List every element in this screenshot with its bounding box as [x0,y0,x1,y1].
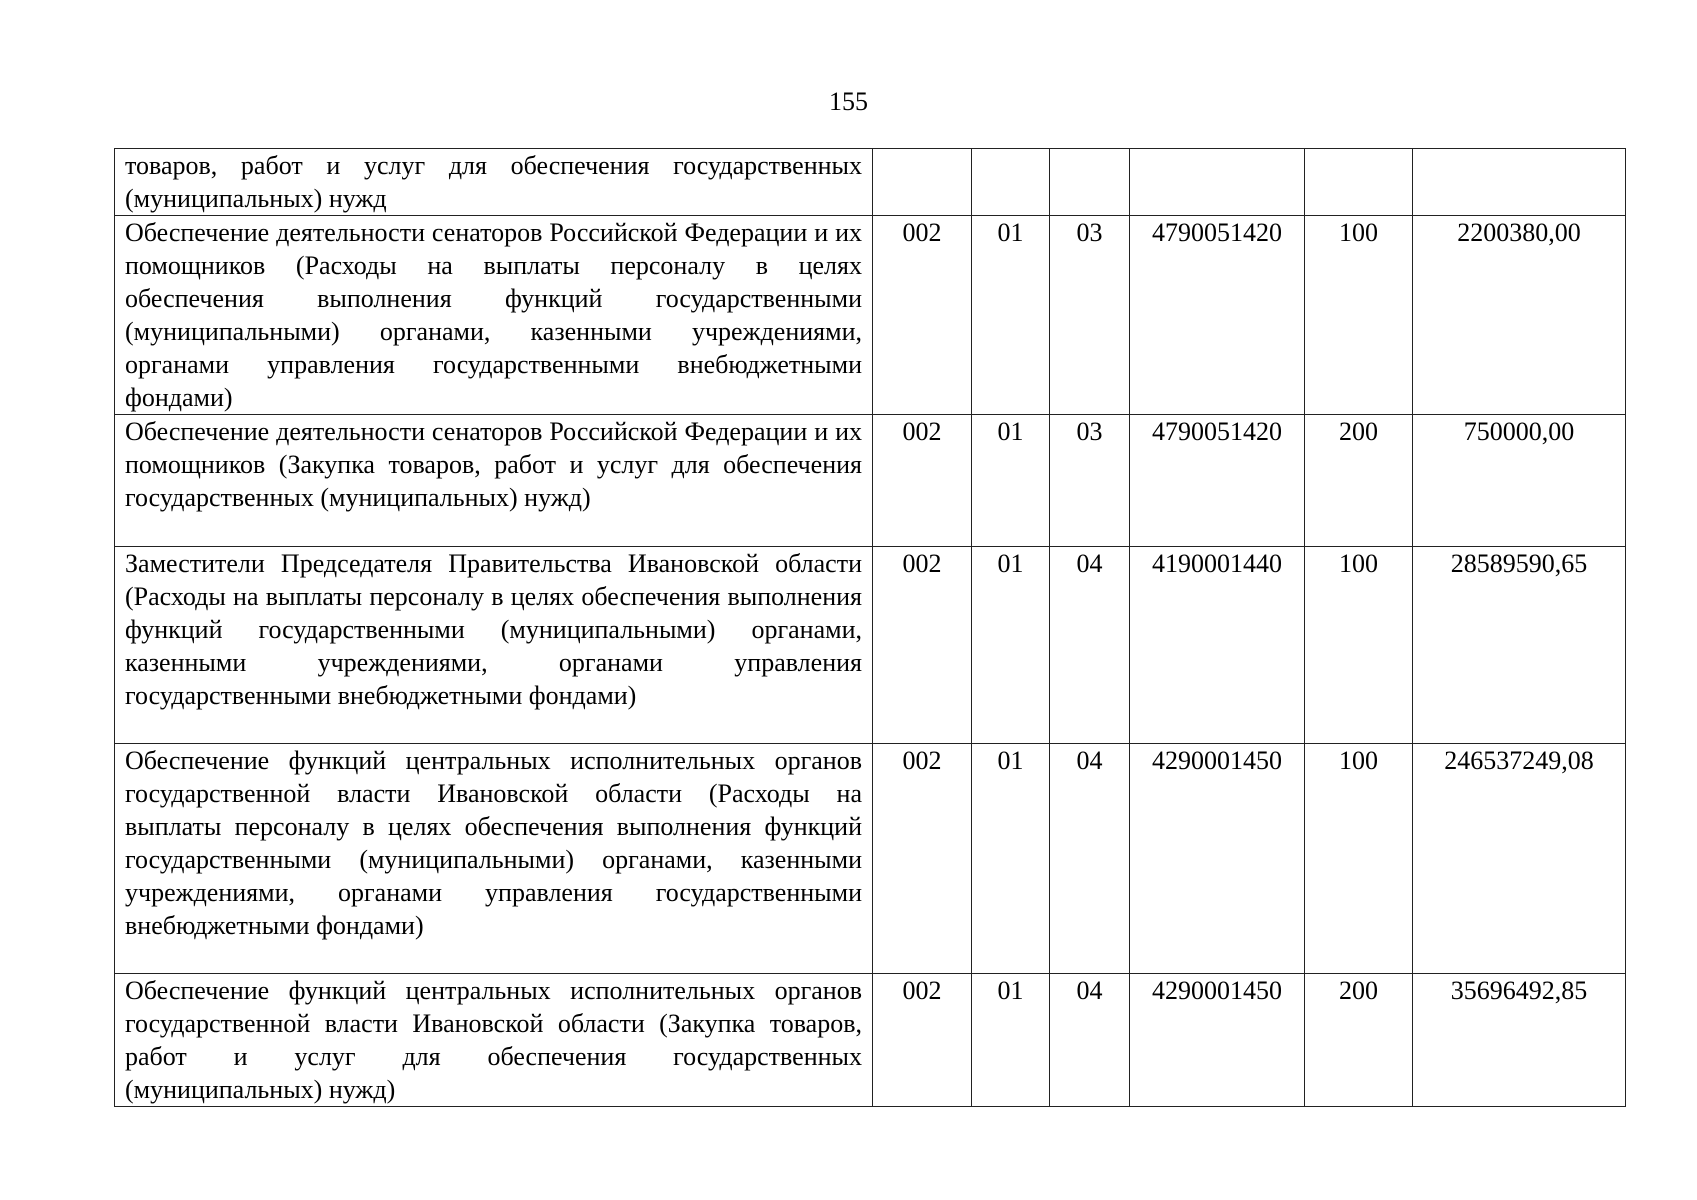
row-description: товаров, работ и услуг для обеспечения государственных (муниципальных) нужд [115,149,873,216]
subsection-code: 04 [1050,744,1130,974]
table-row [115,744,1626,974]
target-article-code: 4290001450 [1130,744,1305,974]
ministry-code [873,149,972,216]
ministry-code: 002 [873,974,972,1107]
expense-type-code [1305,149,1413,216]
section-code: 01 [972,216,1050,415]
row-description: Обеспечение функций центральных исполнительных органов государственной власти Ивановской области (Закупка товаров, работ и услуг для обеспечения государственных (муниципальных) нужд) [115,974,873,1107]
target-article-code [1130,149,1305,216]
row-description: Обеспечение деятельности сенаторов Российской Федерации и их помощников (Расходы на выплаты персоналу в целях обеспечения выполнения функций государственными (муниципальными) органами, казенными учреждениями, органами управления государственными внебюджетными фондами) [115,216,873,415]
table-row [115,415,1626,547]
expense-type-code: 200 [1305,974,1413,1107]
target-article-code: 4790051420 [1130,216,1305,415]
amount: 246537249,08 [1413,744,1626,974]
expense-type-code: 100 [1305,547,1413,744]
expense-type-code: 100 [1305,744,1413,974]
section-code: 01 [972,547,1050,744]
section-code: 01 [972,744,1050,974]
target-article-code: 4290001450 [1130,974,1305,1107]
target-article-code: 4190001440 [1130,547,1305,744]
subsection-code [1050,149,1130,216]
table-row [115,149,1626,216]
section-code: 01 [972,415,1050,547]
section-code: 01 [972,974,1050,1107]
expense-type-code: 200 [1305,415,1413,547]
table-row [115,974,1626,1107]
amount: 2200380,00 [1413,216,1626,415]
amount [1413,149,1626,216]
ministry-code: 002 [873,415,972,547]
page-number: 155 [829,87,868,116]
expense-type-code: 100 [1305,216,1413,415]
ministry-code: 002 [873,216,972,415]
subsection-code: 04 [1050,547,1130,744]
amount: 35696492,85 [1413,974,1626,1107]
table-row [115,547,1626,744]
subsection-code: 03 [1050,415,1130,547]
target-article-code: 4790051420 [1130,415,1305,547]
row-description: Обеспечение функций центральных исполнительных органов государственной власти Ивановской области (Расходы на выплаты персоналу в целях обеспечения выполнения функций государственными (муниципальными) органами, казенными учреждениями, органами управления государственными внебюджетными фондами) [115,744,873,974]
ministry-code: 002 [873,744,972,974]
row-description: Обеспечение деятельности сенаторов Российской Федерации и их помощников (Закупка товаров, работ и услуг для обеспечения государственных (муниципальных) нужд) [115,415,873,547]
section-code [972,149,1050,216]
subsection-code: 03 [1050,216,1130,415]
amount: 750000,00 [1413,415,1626,547]
amount: 28589590,65 [1413,547,1626,744]
row-description: Заместители Председателя Правительства Ивановской области (Расходы на выплаты персоналу в целях обеспечения выполнения функций государственными (муниципальными) органами, казенными учреждениями, органами управления государственными внебюджетными фондами) [115,547,873,744]
table-row [115,216,1626,415]
budget-table [114,148,1626,1107]
ministry-code: 002 [873,547,972,744]
subsection-code: 04 [1050,974,1130,1107]
